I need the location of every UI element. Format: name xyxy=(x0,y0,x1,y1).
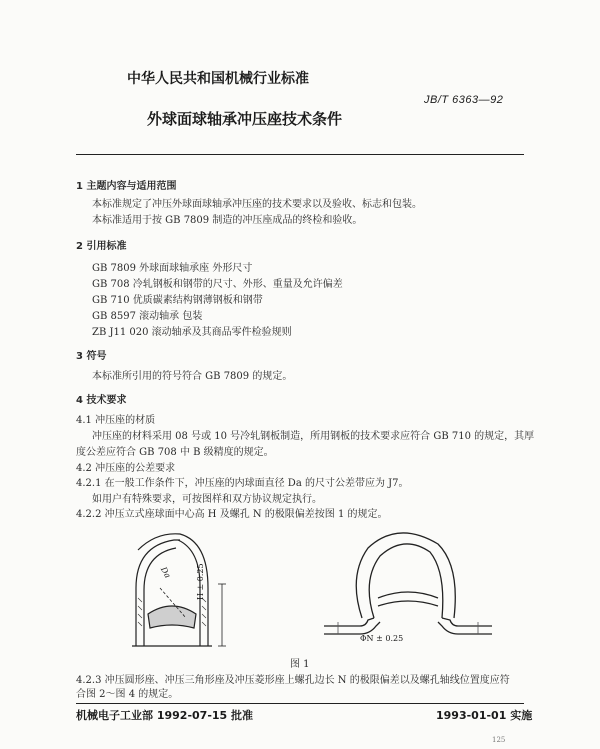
clause-4-2-1-cont: 如用户有特殊要求，可按图样和双方协议规定执行。 xyxy=(92,494,322,505)
clause-4-1-para-a: 冲压座的材料采用 08 号或 10 号冷轧钢板制造，所用钢板的技术要求应符合 GB 710 的规定，其厚 xyxy=(92,431,535,442)
figure-1-housing-drawing xyxy=(318,526,498,636)
reference-item: GB 708 冷轧钢板和钢带的尺寸、外形、重量及允许偏差 xyxy=(92,279,343,290)
reference-item: GB 7809 外球面球轴承座 外形尺寸 xyxy=(92,263,253,274)
page-number: 125 xyxy=(492,736,506,744)
clause-4-2-heading: 4.2 冲压座的公差要求 xyxy=(76,463,176,474)
standard-number: JB/T 6363—92 xyxy=(424,94,504,106)
approval-note: 机械电子工业部 1992-07-15 批准 xyxy=(76,709,254,722)
clause-4-2-3-a: 4.2.3 冲压圆形座、冲压三角形座及冲压菱形座上螺孔边长 N 的极限偏差以及螺孔轴线位置度应符 xyxy=(76,675,510,686)
section-2-heading: 2 引用标准 xyxy=(76,241,127,252)
clause-4-2-2: 4.2.2 冲压立式座球面中心高 H 及螺孔 N 的极限偏差按图 1 的规定。 xyxy=(76,509,388,520)
page-title: 外球面球轴承冲压座技术条件 xyxy=(147,110,343,128)
reference-item: GB 710 优质碳素结构钢薄钢板和钢带 xyxy=(92,295,263,306)
clause-4-1-heading: 4.1 冲压座的材质 xyxy=(76,415,156,426)
section-1-para-1: 本标准规定了冲压外球面球轴承冲压座的技术要求以及验收、标志和包装。 xyxy=(92,199,422,210)
org-name: 中华人民共和国机械行业标准 xyxy=(127,71,309,87)
figure-1-da-label: Da xyxy=(158,565,173,580)
figure-1-caption: 图 1 xyxy=(290,659,310,670)
reference-item: GB 8597 滚动轴承 包装 xyxy=(92,311,203,322)
clause-4-1-para-b: 度公差应符合 GB 708 中 B 级精度的规定。 xyxy=(76,447,274,458)
section-3-para: 本标准所引用的符号符合 GB 7809 的规定。 xyxy=(92,371,293,382)
clause-4-2-1: 4.2.1 在一般工作条件下，冲压座的内球面直径 Da 的尺寸公差带应为 J7。 xyxy=(76,478,409,489)
figure-1-section-drawing xyxy=(108,528,258,650)
section-4-heading: 4 技术要求 xyxy=(76,395,127,406)
reference-item: ZB J11 020 滚动轴承及其商品零件检验规则 xyxy=(92,327,292,338)
effective-date: 1993-01-01 实施 xyxy=(436,709,533,722)
header-rule xyxy=(76,154,524,155)
clause-4-2-3-b: 合图 2～图 4 的规定。 xyxy=(76,689,179,700)
footer-rule xyxy=(76,703,524,704)
section-1-para-2: 本标准适用于按 GB 7809 制造的冲压座成品的终检和验收。 xyxy=(92,215,363,226)
figure-1-n-dim: ΦN ± 0.25 xyxy=(360,634,404,643)
section-1-heading: 1 主题内容与适用范围 xyxy=(76,181,177,192)
figure-1-h-dim: H ± 0.25 xyxy=(196,563,205,600)
section-3-heading: 3 符号 xyxy=(76,351,107,362)
